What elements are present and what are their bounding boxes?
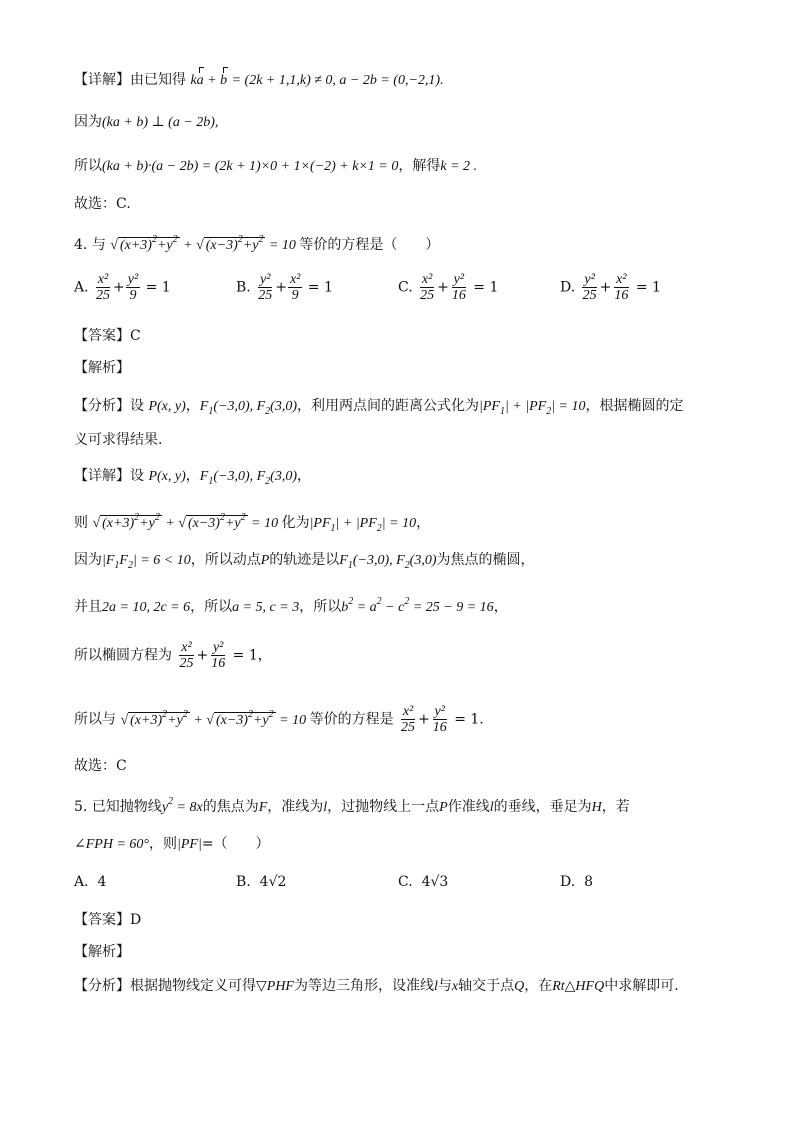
q4-fenxi-line-1: 【分析】设 P(x, y)，$F_1(-3,0)$, $F_2(3,0)$，利用两点间的距离公式化为$|PF_1| + |PF_2| = 10$，根据椭圆的定 bbox=[74, 398, 684, 417]
q4-detail-line-5: 所以椭圆方程为 $\frac{\text{x²}}{25}$ + $\frac{\text{y²}}{16}$ = 1， bbox=[74, 640, 272, 671]
q4-fenxi-line-2: 义可求得结果. bbox=[74, 432, 163, 448]
q4-option-d[interactable]: D. $\frac{\text{y²}}{25}$ + $\frac{\text{x²}}{16}$ = 1 bbox=[560, 272, 661, 303]
q5-option-a[interactable]: A. 4 bbox=[74, 874, 107, 890]
detail-line-1: 【详解】由已知得 ka + b = (2k + 1,1,k) ≠ 0, a − 2b = (0,−2,1). bbox=[74, 70, 444, 91]
detail-line-2: 因为(ka + b) ⊥ (a − 2b), bbox=[74, 114, 219, 130]
detail-math-1: = (2k + 1,1,k) ≠ 0, a − 2b = (0,−2,1). bbox=[231, 73, 444, 88]
q4-option-c[interactable]: C. $\frac{\text{x²}}{25}$ + $\frac{\text{y²}}{16}$ = 1 bbox=[398, 272, 499, 303]
q5-option-c[interactable]: C. 4√3 bbox=[398, 874, 449, 890]
q4-detail-line-6: 所以与 √ $(x+3)^2+y^2$ + √ $(x-3)^2+y^2 = 10$ 等价的方程是 $\frac{\text{x²}}{25}$ + $\frac{\text{y²}}{16}$ = 1. bbox=[74, 704, 484, 735]
q5-option-b[interactable]: B. 4√2 bbox=[236, 874, 287, 890]
q4-detail-line-4: 并且2a = 10, 2c = 6，所以a = 5, c = 3，所以$b^2 = a^2 - c^2 = 25 - 9 = 16$， bbox=[74, 596, 508, 615]
detail-tag: 【详解】 bbox=[74, 72, 130, 88]
q5-option-d[interactable]: D. 8 bbox=[560, 874, 594, 890]
q4-option-a[interactable]: A. $\frac{\text{x²}}{25}$ + $\frac{\text{y²}}{9}$ = 1 bbox=[74, 272, 171, 303]
q4-final: 故选：C bbox=[74, 758, 127, 774]
detail-answer: 故选：C. bbox=[74, 196, 131, 212]
q4-detail-line-3: 因为$|F_1F_2| = 6 < 10$，所以动点P的轨迹是以$F_1(-3,0)$, $F_2(3,0)$为焦点的椭圆， bbox=[74, 552, 535, 571]
q5-answer: 【答案】D bbox=[74, 912, 142, 928]
q4-detail-line-2: 则 √ $(x+3)^2+y^2$ + √ $(x-3)^2+y^2 = 10$ 化为$|PF_1| + |PF_2| = 10$， bbox=[74, 512, 431, 534]
question-5-line-2: ∠FPH = 60°，则|PF|=（ ） bbox=[74, 836, 270, 852]
question-4: 4. 与 √ $(x+3)^2+y^2$ + √ $(x-3)^2+y^2 = 10$ 等价的方程是（ ） bbox=[74, 234, 440, 253]
q5-fenxi: 【分析】根据抛物线定义可得▽PHF为等边三角形，设准线l与x轴交于点Q，在Rt△HFQ中求解即可. bbox=[74, 978, 679, 994]
question-5-line-1: 5. 已知抛物线$y^2 = 8x$的焦点为F，准线为l，过抛物线上一点P作准线l的垂线，垂足为H，若 bbox=[74, 796, 630, 815]
detail-line-3: 所以(ka + b)·(a − 2b) = (2k + 1)×0 + 1×(−2) + k×1 = 0，解得k = 2 . bbox=[74, 158, 478, 174]
q5-analysis-tag: 【解析】 bbox=[74, 944, 130, 960]
q4-analysis-tag: 【解析】 bbox=[74, 360, 130, 376]
q4-answer: 【答案】C bbox=[74, 328, 141, 344]
q4-option-b[interactable]: B. $\frac{\text{y²}}{25}$ + $\frac{\text{x²}}{9}$ = 1 bbox=[236, 272, 333, 303]
q4-detail-line-1: 【详解】设 P(x, y)，$F_1(-3,0)$, $F_2(3,0)$， bbox=[74, 468, 311, 487]
